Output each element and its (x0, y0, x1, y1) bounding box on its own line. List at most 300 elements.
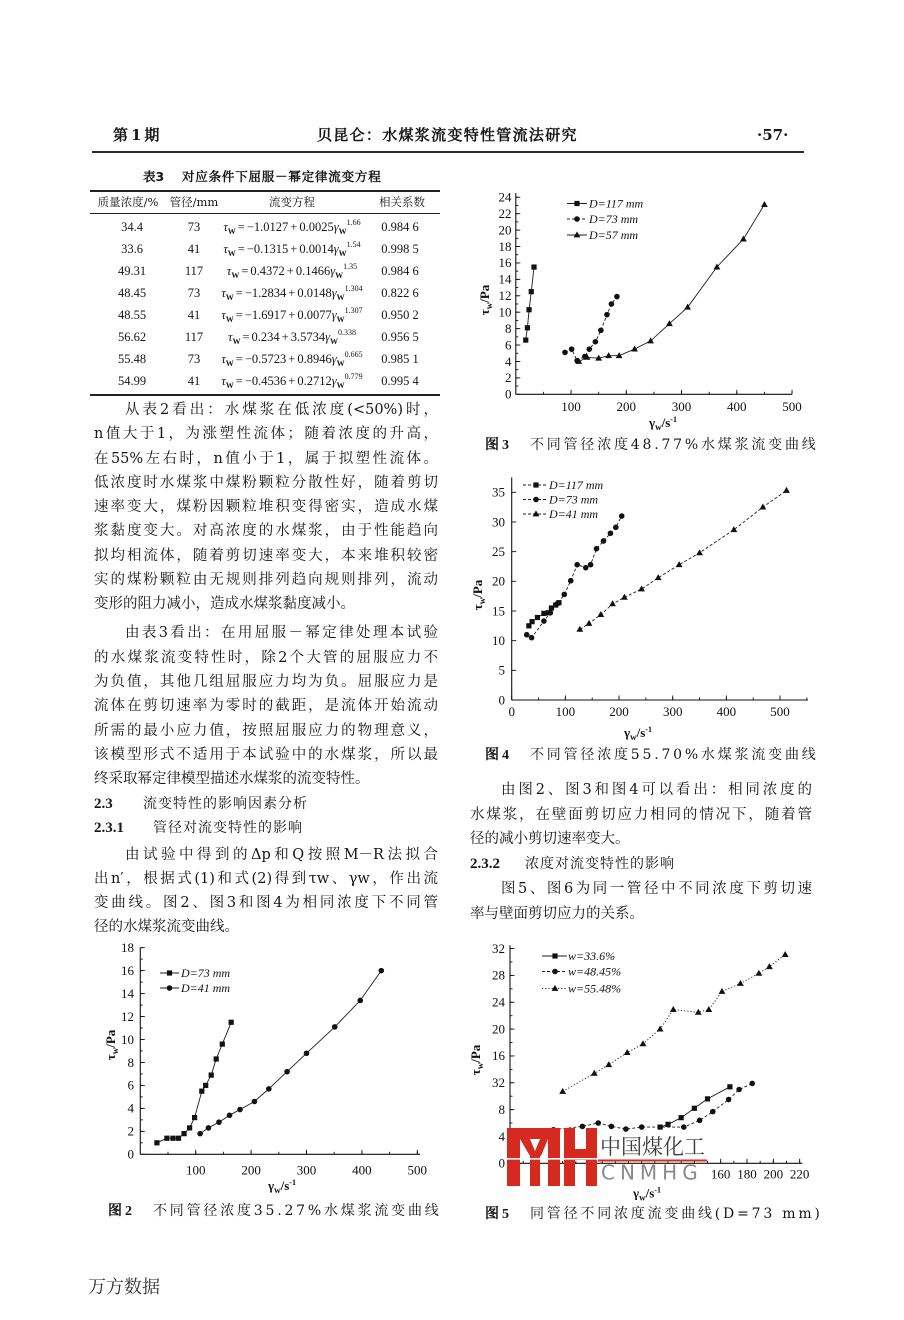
series-line (580, 491, 787, 630)
table-row (90, 306, 440, 324)
eq-subscript: W (335, 271, 344, 280)
cell-correlation: 0.984 6 (381, 220, 419, 234)
y-tick-label: 0 (498, 692, 505, 708)
eq-intercept: −0.4536 (244, 374, 287, 388)
cell-concentration: 56.62 (117, 330, 147, 344)
section-heading-2-3-1 (94, 818, 303, 838)
data-point (220, 1041, 225, 1046)
y-tick-label: 35 (492, 484, 505, 500)
eq-plus: + (290, 242, 298, 256)
y-tick-label: 18 (498, 238, 512, 254)
data-point (187, 1125, 192, 1130)
eq-gamma: γ (331, 286, 337, 300)
legend-label: D=73 mm (589, 212, 639, 226)
paragraph-line: 该模型形式不适用于本试验中的水煤浆，所以最 (94, 747, 438, 763)
table-header-rule (90, 213, 440, 214)
eq-exponent: 0.665 (344, 350, 363, 359)
mh-logo-icon (507, 1128, 597, 1186)
cell-correlation: 0.998 5 (381, 242, 419, 256)
data-point (525, 325, 530, 330)
eq-intercept: 0.4372 (250, 264, 285, 278)
eq-exponent: 0.779 (344, 372, 363, 381)
data-point (332, 1024, 338, 1030)
legend-marker (167, 970, 172, 975)
table-row (90, 284, 440, 302)
paragraph-line: 从表2看出：水煤浆在低浓度(<50%)时， (125, 402, 438, 418)
watermark-name-cn: 中国煤化工 (600, 1135, 705, 1159)
y-tick-label: 10 (492, 632, 505, 648)
cell-diameter: 41 (187, 242, 201, 256)
y-label-symbol: τ (470, 604, 485, 611)
eq-intercept: 0.234 (251, 330, 280, 344)
eq-coefficient: 0.2712 (297, 374, 332, 388)
cell-correlation: 0.995 4 (381, 374, 419, 388)
cell-correlation: 0.950 2 (381, 308, 419, 322)
y-label-unit: /Pa (103, 1029, 118, 1048)
legend-label: w=48.45% (568, 964, 622, 979)
y-tick-label: 4 (498, 1128, 505, 1144)
figure-4-chart (470, 470, 815, 745)
figure-2-chart (95, 935, 440, 1197)
paragraph-line: 出n′，根据式(1)和式(2)得到τw、γw，作出流 (94, 871, 438, 887)
eq-gamma: γ (333, 242, 339, 256)
data-point (597, 611, 604, 617)
data-point (726, 1097, 732, 1103)
column-header-correlation: 相关系数 (379, 195, 425, 209)
cell-equation (212, 240, 372, 258)
figure-title: 不同管径浓度35.27%水煤浆流变曲线 (153, 1203, 442, 1219)
data-point (740, 236, 747, 242)
data-point (621, 594, 628, 600)
eq-plus: + (281, 330, 289, 344)
data-point (541, 618, 547, 624)
cell-equation (212, 328, 372, 346)
legend-label: D=73 mm (549, 492, 599, 507)
data-point (619, 513, 625, 519)
y-tick-label: 8 (498, 1101, 505, 1117)
y-axis-label (468, 1044, 485, 1075)
data-point (608, 530, 614, 536)
eq-equals: = (235, 374, 243, 388)
eq-equals: = (237, 220, 245, 234)
data-point (679, 1115, 684, 1120)
y-label-unit: /Pa (470, 579, 485, 598)
data-point (631, 346, 638, 352)
paragraph-line: 低浓度时水煤浆中煤粉颗粒分散性好，随着剪切 (94, 475, 438, 491)
eq-coefficient: 0.0025 (299, 220, 334, 234)
legend-entry (523, 493, 598, 507)
eq-tau: τ (221, 308, 226, 322)
data-point (227, 1112, 233, 1118)
y-tick-label: 28 (492, 967, 505, 983)
legend-marker (552, 969, 558, 975)
logo-gap-line (505, 1158, 599, 1160)
legend-label: D=41 mm (549, 507, 599, 521)
data-point (154, 1140, 159, 1145)
x-label-symbol: γ (268, 1178, 275, 1193)
eq-subscript: W (336, 315, 345, 324)
source-footer: 万方数据 (88, 1277, 160, 1298)
x-tick-label: 500 (770, 704, 790, 719)
table-label: 表3 (143, 169, 165, 184)
series-line (200, 971, 381, 1134)
eq-tau: τ (227, 330, 233, 344)
cell-concentration: 48.55 (117, 308, 147, 322)
data-point (676, 561, 683, 567)
data-point (609, 301, 615, 307)
x-label-superscript: -1 (645, 725, 652, 734)
eq-equals: = (235, 286, 243, 300)
data-point (692, 1106, 697, 1111)
data-point (574, 562, 580, 568)
legend-entry (523, 507, 598, 521)
data-point (266, 1086, 272, 1092)
cell-diameter: 73 (187, 286, 201, 300)
table-top-rule (90, 190, 440, 192)
cell-concentration: 55.48 (117, 352, 147, 366)
data-point (170, 1136, 175, 1141)
data-point (594, 546, 600, 552)
legend-marker (574, 201, 579, 206)
paragraph-line: 的水煤浆流变特性时，除2个大管的屈服应力不 (94, 650, 438, 666)
cell-concentration: 48.45 (117, 286, 147, 300)
paragraph-line: 为负值，其他几组屈服应力均为负。屈服应力是 (94, 674, 438, 690)
legend-marker (574, 231, 581, 237)
eq-subscript: W (336, 359, 345, 368)
data-point (586, 346, 592, 352)
legend-entry (567, 197, 644, 211)
data-point (601, 538, 607, 544)
data-point (164, 1136, 169, 1141)
x-tick-label: 400 (352, 1162, 372, 1178)
paragraph-line: 径的水煤浆流变曲线。 (94, 919, 239, 935)
y-tick-label: 12 (498, 288, 512, 304)
figure-4-caption (485, 746, 819, 764)
paragraph-line: 由表3看出：在用屈服－幂定律处理本试验 (125, 625, 438, 641)
legend-marker (574, 216, 580, 222)
paragraph-line: 浆黏度变大。对高浓度的水煤浆，由于性能趋向 (94, 523, 438, 539)
series-1 (154, 1020, 233, 1146)
eq-subscript: W (225, 359, 234, 368)
y-tick-label: 32 (492, 1075, 505, 1091)
cell-equation (212, 372, 372, 390)
data-point (529, 635, 535, 641)
eq-exponent: 1.54 (346, 240, 361, 249)
x-axis-label (648, 415, 677, 432)
data-point (576, 626, 583, 632)
data-point (755, 970, 762, 976)
x-axis-label (267, 1178, 296, 1195)
y-tick-label: 22 (498, 205, 512, 221)
table-row (90, 240, 440, 258)
x-tick-label: 400 (727, 399, 747, 414)
x-label-subscript: w (639, 1192, 646, 1203)
data-point (782, 951, 789, 957)
eq-subscript: W (227, 249, 236, 258)
y-label-subscript: w (475, 1062, 485, 1070)
section-number: 2.3.2 (470, 856, 500, 872)
series-line (527, 516, 622, 638)
table-caption: 对应条件下屈服－幂定律流变方程 (182, 169, 382, 184)
paragraph-line: 变形的阻力减小，造成水煤浆黏度减小。 (94, 596, 355, 612)
eq-gamma: γ (331, 352, 337, 366)
data-point (176, 1136, 181, 1141)
legend-entry (542, 965, 621, 979)
eq-intercept: −1.6917 (244, 308, 287, 322)
legend-marker (533, 510, 540, 516)
y-label-symbol: τ (477, 309, 492, 316)
table-row (90, 262, 440, 280)
legend-entry (567, 212, 638, 226)
y-tick-label: 30 (492, 514, 505, 530)
x-tick-label: 160 (710, 1166, 731, 1182)
y-tick-label: 0 (127, 1146, 134, 1162)
paragraph-line: 由图2、图3和图4可以看出：相同浓度的 (501, 782, 812, 798)
y-tick-label: 4 (127, 1100, 134, 1116)
eq-plus: + (288, 286, 296, 300)
issue-number: 第1期 (113, 126, 163, 144)
data-point (609, 600, 616, 606)
data-point (216, 1119, 222, 1125)
data-point (705, 1006, 712, 1012)
series-2 (562, 294, 620, 364)
cell-diameter: 117 (184, 330, 204, 344)
data-point (526, 307, 531, 312)
x-label-symbol: γ (633, 1185, 640, 1201)
table-row (90, 350, 440, 368)
eq-subscript: W (227, 227, 236, 236)
eq-exponent: 1.307 (344, 306, 363, 315)
legend-label: D=41 mm (181, 981, 231, 995)
data-point (523, 338, 528, 343)
data-point (766, 963, 773, 969)
eq-tau: τ (221, 286, 226, 300)
eq-coefficient: 0.1466 (295, 264, 331, 278)
y-axis-label (103, 1029, 120, 1060)
x-tick-label: 200 (609, 704, 629, 719)
data-point (181, 1131, 186, 1136)
legend-label: w=33.6% (568, 949, 616, 963)
paragraph-line: 水煤浆，在壁面剪切应力相同的情况下，随着管 (470, 807, 812, 823)
y-tick-label: 32 (492, 940, 505, 956)
cell-correlation: 0.985 1 (381, 352, 419, 366)
x-label-superscript: -1 (670, 415, 677, 424)
eq-tau: τ (226, 264, 232, 278)
eq-tau: τ (221, 374, 226, 388)
eq-intercept: −0.5723 (244, 352, 287, 366)
data-point (727, 1084, 732, 1089)
x-tick-label: 500 (407, 1162, 428, 1178)
eq-tau: τ (223, 242, 228, 256)
legend-label: D=57 mm (589, 228, 639, 242)
data-point (378, 968, 384, 974)
legend-label: D=117 mm (589, 196, 644, 211)
y-label-symbol: τ (103, 1054, 118, 1061)
x-tick-label: 200 (763, 1166, 784, 1182)
data-point (357, 998, 363, 1004)
data-point (524, 632, 530, 638)
eq-gamma: γ (333, 220, 339, 234)
figure-title: 同管径不同浓度流变曲线(D=73 mm) (530, 1206, 823, 1222)
table-title (143, 169, 382, 185)
x-axis-label (623, 725, 652, 742)
header-rule (92, 151, 804, 153)
x-tick-label: 300 (671, 399, 692, 414)
figure-3-caption (485, 436, 819, 454)
data-point (598, 327, 604, 333)
data-point (761, 201, 768, 207)
y-tick-label: 6 (127, 1077, 134, 1093)
figure-title: 不同管径浓度55.70%水煤浆流变曲线 (530, 747, 819, 763)
cell-concentration: 54.99 (117, 374, 147, 388)
legend-label: D=117 mm (549, 478, 604, 492)
y-axis-label (477, 284, 494, 315)
data-point (697, 1118, 703, 1124)
data-point (696, 549, 703, 555)
cell-concentration: 34.4 (121, 220, 143, 234)
x-tick-label: 300 (662, 704, 683, 719)
eq-coefficient: 0.0014 (299, 242, 334, 256)
x-label-symbol: γ (649, 415, 656, 430)
y-tick-label: 4 (505, 353, 512, 369)
eq-coefficient: 0.0148 (297, 286, 332, 300)
y-tick-label: 6 (505, 337, 512, 353)
data-point (710, 1109, 716, 1115)
data-point (759, 504, 766, 510)
y-label-unit: /Pa (477, 284, 492, 303)
eq-gamma: γ (331, 374, 337, 388)
y-tick-label: 10 (498, 304, 512, 320)
eq-plus: + (288, 308, 296, 322)
x-tick-label: 200 (241, 1162, 261, 1178)
y-tick-label: 14 (498, 271, 512, 287)
figure-label: 图4 (485, 748, 512, 763)
data-point (531, 264, 536, 269)
y-tick-label: 24 (492, 994, 505, 1010)
section-title: 管径对流变特性的影响 (153, 820, 303, 836)
cell-concentration: 49.31 (117, 264, 147, 278)
y-tick-label: 18 (121, 939, 134, 955)
y-tick-label: 14 (121, 985, 134, 1001)
paragraph-line: 径的减小剪切速率变大。 (470, 831, 630, 847)
x-tick-label: 100 (185, 1162, 206, 1178)
data-point (670, 1006, 677, 1012)
data-point (206, 1125, 212, 1131)
data-point (719, 988, 726, 994)
eq-subscript: W (232, 337, 241, 346)
x-tick-label: 300 (296, 1162, 317, 1178)
column-header-equation: 流变方程 (269, 195, 315, 209)
eq-subscript: W (231, 271, 240, 280)
y-tick-label: 24 (498, 189, 512, 205)
section-number: 2.3.1 (94, 820, 124, 836)
series-1 (523, 264, 536, 342)
x-label-symbol: γ (624, 725, 631, 740)
eq-subscript: W (330, 337, 339, 346)
cell-concentration: 33.6 (121, 242, 143, 256)
eq-exponent: 0.338 (338, 328, 357, 337)
data-point (555, 600, 561, 606)
legend-entry (160, 966, 230, 980)
data-point (588, 562, 594, 568)
figure-label: 图5 (485, 1207, 512, 1222)
eq-plus: + (288, 374, 296, 388)
data-point (209, 1072, 214, 1077)
y-tick-label: 15 (492, 603, 505, 619)
paragraph-line: 在55%左右时，n值小于1，属于拟塑性流体。 (94, 451, 438, 467)
eq-equals: = (241, 264, 249, 278)
column-header-diameter: 管径/mm (169, 195, 219, 209)
series-1 (658, 1084, 733, 1129)
column-header-concentration: 质量浓度/% (97, 195, 159, 209)
data-point (562, 350, 568, 356)
data-point (655, 574, 662, 580)
data-point (229, 1020, 234, 1025)
data-point (252, 1099, 258, 1105)
cell-equation (212, 262, 372, 280)
x-tick-label: 100 (555, 704, 576, 719)
legend-marker (167, 985, 173, 991)
series-3 (576, 487, 789, 632)
series-2 (524, 513, 625, 640)
data-point (304, 1050, 310, 1056)
eq-coefficient: 3.5734 (290, 330, 326, 344)
y-label-subscript: w (477, 597, 487, 605)
table-row (90, 372, 440, 390)
data-point (638, 585, 645, 591)
data-point (613, 525, 619, 531)
eq-subscript: W (336, 293, 345, 302)
eq-subscript: W (225, 293, 234, 302)
data-point (624, 1049, 631, 1055)
data-point (583, 565, 589, 571)
paragraph-line: 所需的最小应力值，按照屈服应力的物理意义， (94, 723, 438, 739)
legend-entry (542, 949, 615, 963)
cell-equation (212, 350, 372, 368)
watermark-logo (504, 1124, 714, 1190)
legend-label: w=55.48% (568, 981, 622, 996)
y-axis-label (470, 579, 487, 610)
eq-equals: = (242, 330, 250, 344)
data-point (586, 620, 593, 626)
eq-equals: = (237, 242, 245, 256)
paragraph-line: 速率变大，煤粉因颗粒堆积变得密实，造成水煤 (94, 499, 438, 515)
data-point (237, 1107, 243, 1113)
eq-plus: + (288, 352, 296, 366)
y-tick-label: 16 (492, 1048, 505, 1064)
y-label-subscript: w (484, 302, 494, 310)
table-row (90, 328, 440, 346)
data-point (657, 1026, 664, 1032)
data-point (192, 1115, 197, 1120)
eq-plus: + (290, 220, 298, 234)
cell-diameter: 41 (187, 308, 201, 322)
x-tick-label: 0 (508, 704, 515, 719)
x-tick-label: 200 (616, 399, 637, 414)
eq-exponent: 1.304 (344, 284, 363, 293)
eq-gamma: γ (325, 330, 331, 344)
cell-diameter: 73 (187, 352, 201, 366)
y-tick-label: 25 (492, 543, 505, 559)
cell-correlation: 0.956 5 (381, 330, 419, 344)
paragraph-line: 变曲线。图2、图3和图4为相同浓度下不同管 (94, 895, 438, 911)
section-number: 2.3 (94, 796, 113, 812)
x-tick-label: 180 (737, 1166, 757, 1182)
eq-subscript: W (338, 249, 347, 258)
eq-subscript: W (225, 381, 234, 390)
section-heading-2-3 (94, 794, 308, 814)
eq-subscript: W (338, 227, 347, 236)
